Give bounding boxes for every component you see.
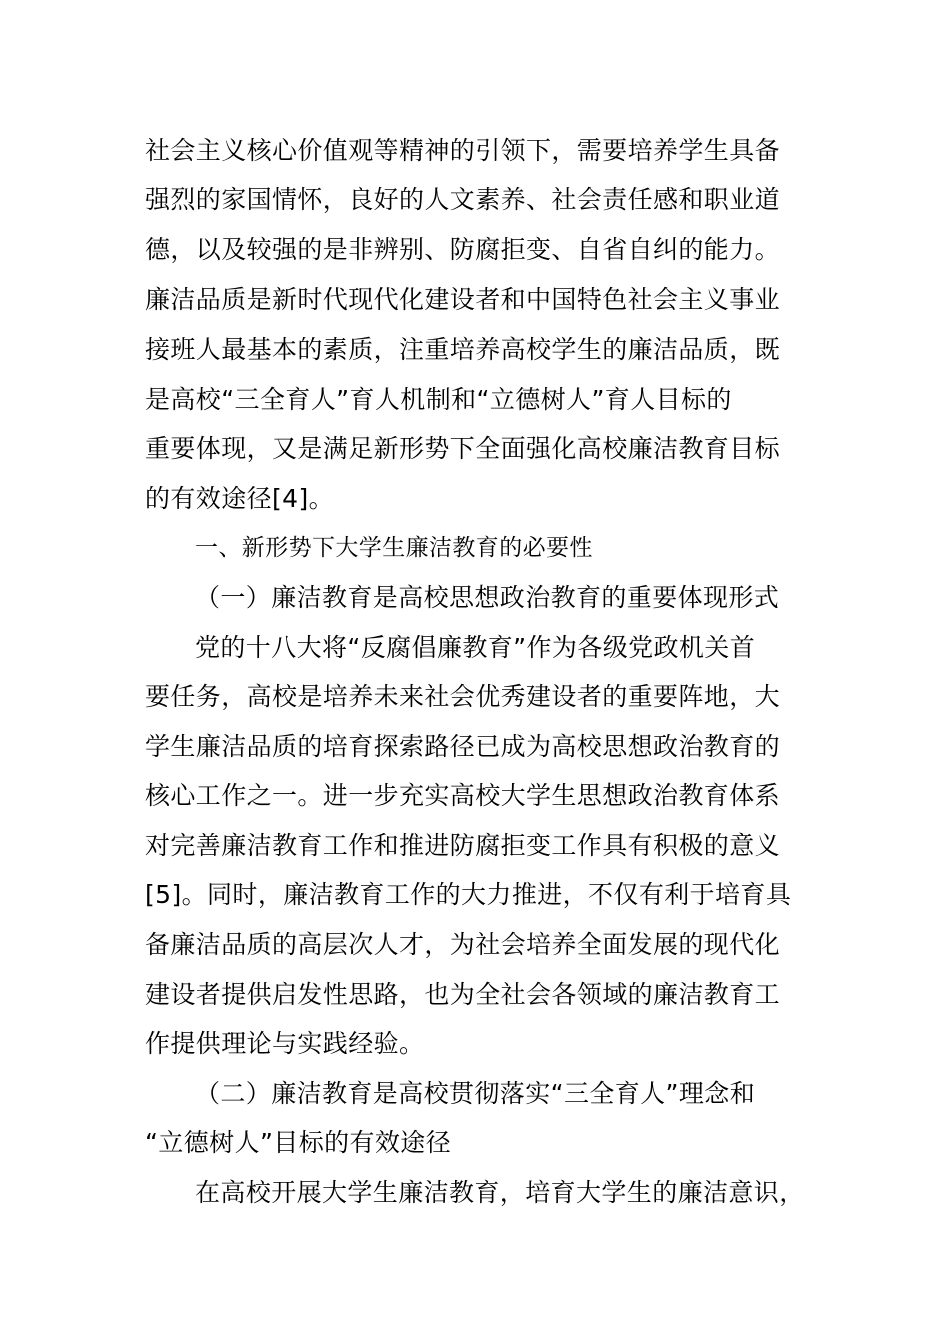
paragraph-line: 的有效途径[4]。 bbox=[145, 484, 335, 513]
paragraph-line: 作提供理论与实践经验。 bbox=[145, 1029, 425, 1058]
paragraph-line: 重要体现，又是满足新形势下全面强化高校廉洁教育目标 bbox=[145, 434, 781, 463]
subsection-heading: （二）廉洁教育是高校贯彻落实“三全育人”理念和 bbox=[195, 1079, 756, 1108]
paragraph-line: 要任务，高校是培养未来社会优秀建设者的重要阵地，大 bbox=[145, 682, 781, 711]
subsection-heading-continuation: “立德树人”目标的有效途径 bbox=[145, 1128, 452, 1157]
paragraph-line: 接班人最基本的素质，注重培养高校学生的廉洁品质，既 bbox=[145, 335, 781, 364]
paragraph-line: 建设者提供启发性思路，也为全社会各领域的廉洁教育工 bbox=[145, 980, 781, 1009]
paragraph-line: 党的十八大将“反腐倡廉教育”作为各级党政机关首 bbox=[195, 633, 756, 662]
paragraph-line: 廉洁品质是新时代现代化建设者和中国特色社会主义事业 bbox=[145, 285, 781, 314]
paragraph-line: 在高校开展大学生廉洁教育，培育大学生的廉洁意识， bbox=[195, 1178, 805, 1207]
paragraph-line: [5]。同时，廉洁教育工作的大力推进，不仅有利于培育具 bbox=[145, 880, 792, 909]
paragraph-line: 学生廉洁品质的培育探索路径已成为高校思想政治教育的 bbox=[145, 732, 781, 761]
paragraph-line: 对完善廉洁教育工作和推进防腐拒变工作具有积极的意义 bbox=[145, 831, 781, 860]
section-heading: 一、新形势下大学生廉洁教育的必要性 bbox=[195, 535, 593, 561]
paragraph-line: 备廉洁品质的高层次人才，为社会培养全面发展的现代化 bbox=[145, 930, 781, 959]
paragraph-line: 是高校“三全育人”育人机制和“立德树人”育人目标的 bbox=[145, 385, 732, 414]
paragraph-line: 强烈的家国情怀，良好的人文素养、社会责任感和职业道 bbox=[145, 185, 781, 214]
subsection-heading: （一）廉洁教育是高校思想政治教育的重要体现形式 bbox=[195, 583, 780, 612]
paragraph-line: 核心工作之一。进一步充实高校大学生思想政治教育体系 bbox=[145, 781, 781, 810]
paragraph-line: 德，以及较强的是非辨别、防腐拒变、自省自纠的能力。 bbox=[145, 235, 781, 264]
paragraph-line: 社会主义核心价值观等精神的引领下，需要培养学生具备 bbox=[145, 136, 781, 165]
